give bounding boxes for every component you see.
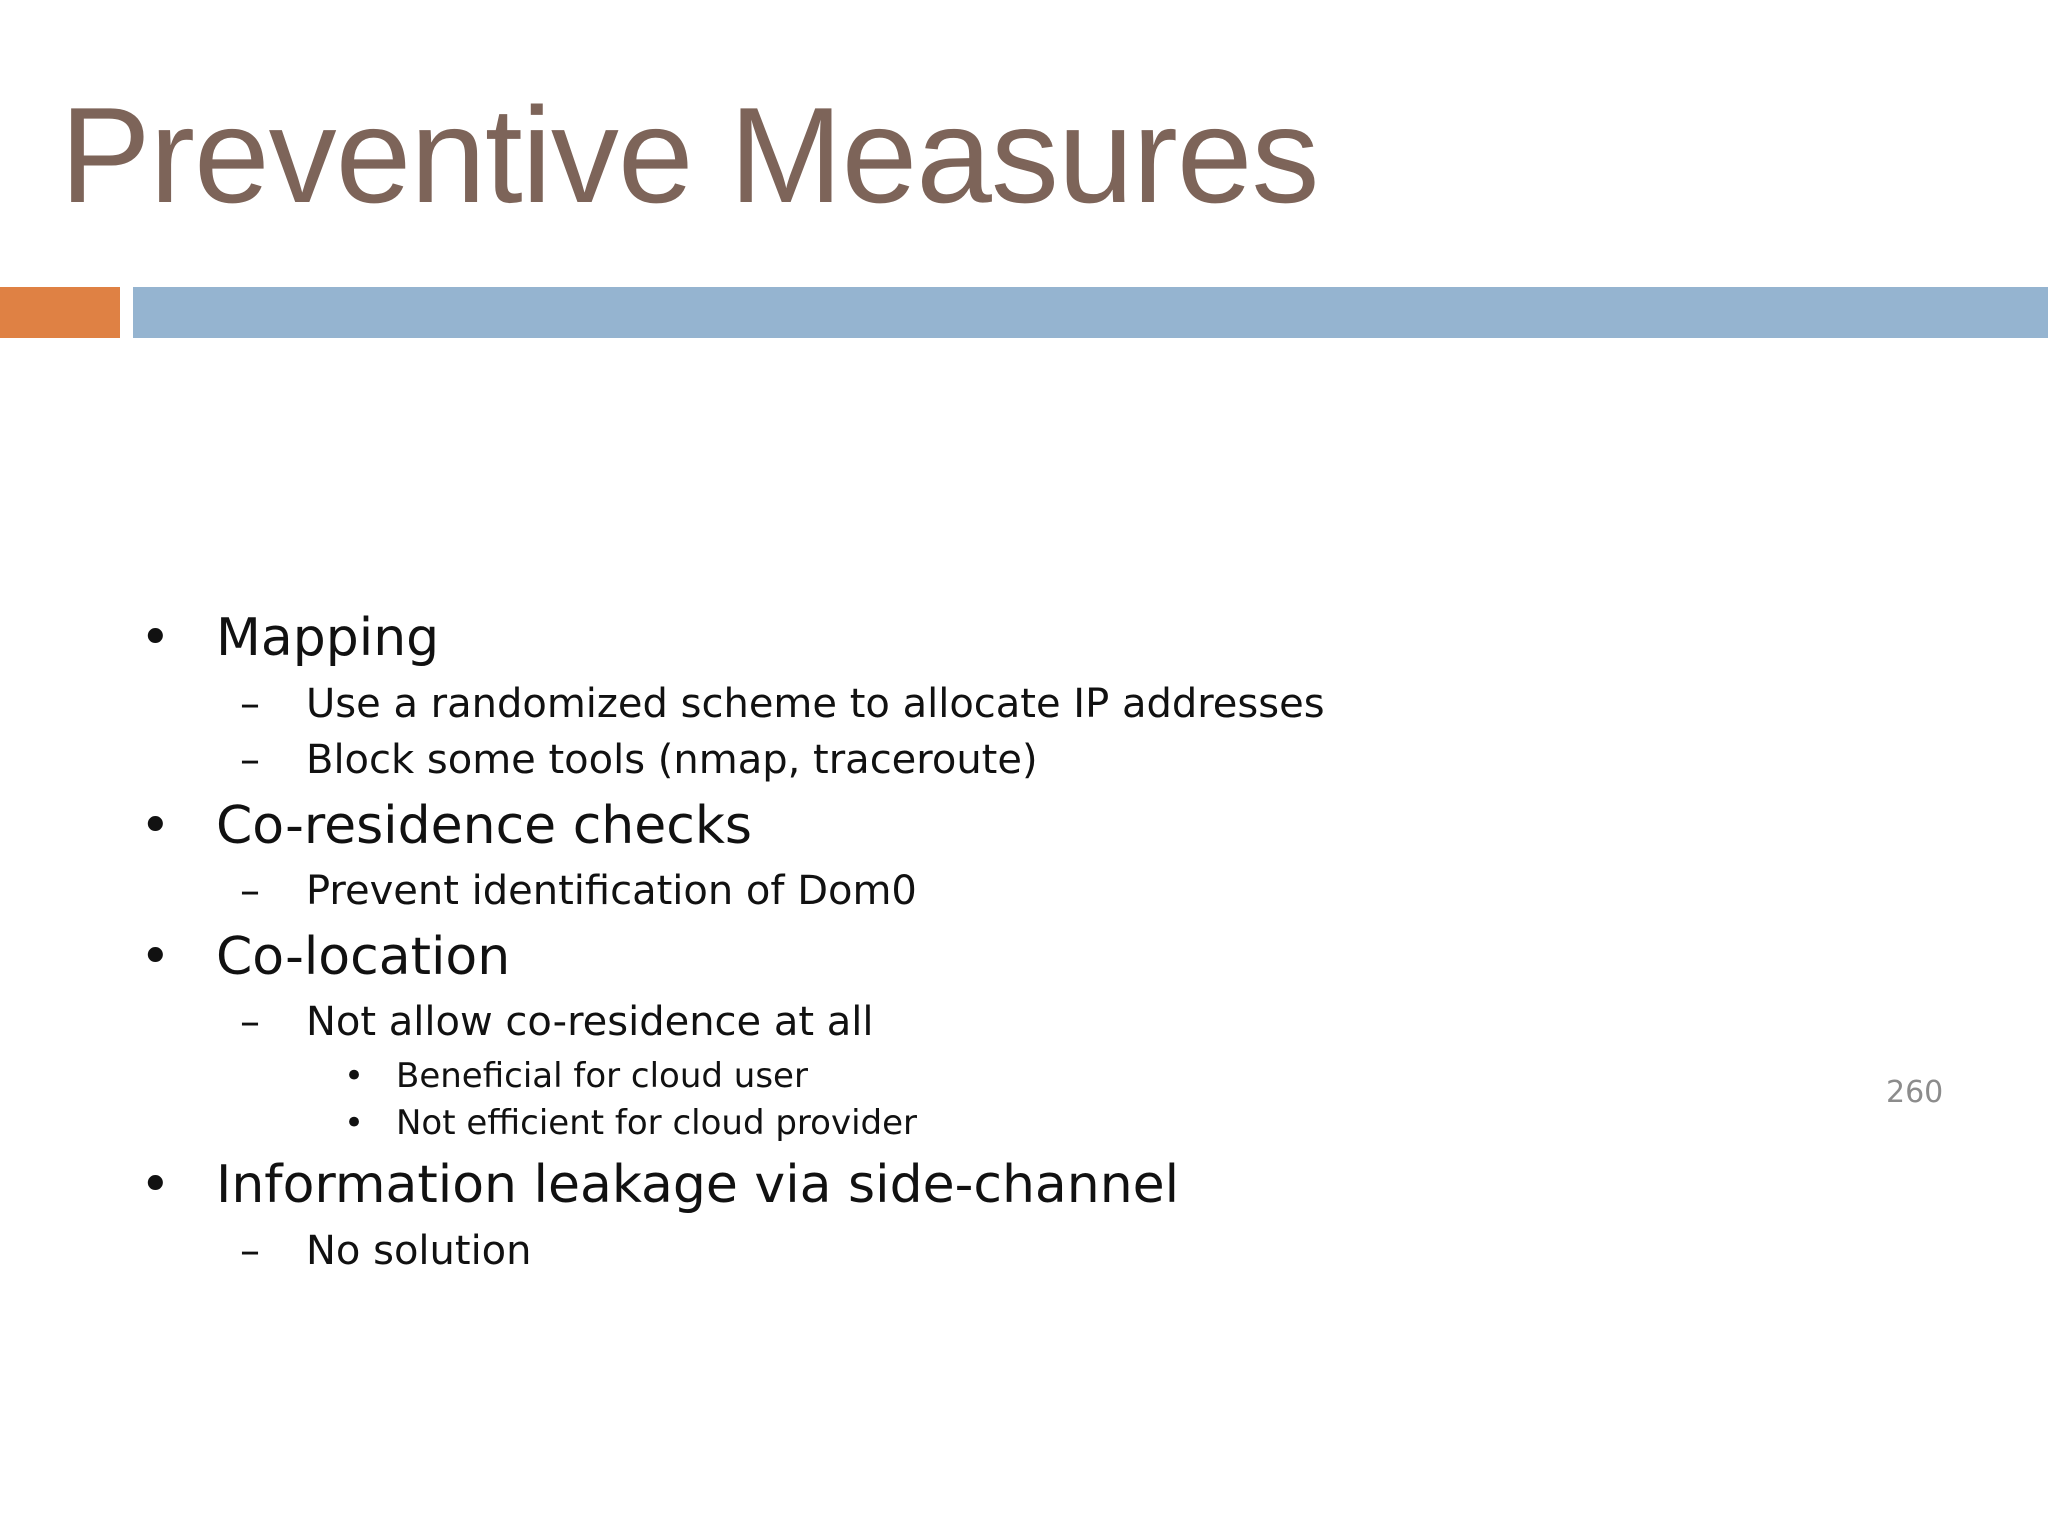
bullet-icon: •	[140, 1155, 171, 1215]
list-item: Information leakage via side-channel	[216, 1155, 1180, 1215]
list-item: Mapping	[216, 608, 440, 668]
list-item: Block some tools (nmap, traceroute)	[306, 737, 1038, 783]
list-item: Co-residence checks	[216, 796, 753, 856]
dash-icon: –	[240, 737, 260, 783]
dash-icon: –	[240, 1228, 260, 1274]
list-item: No solution	[306, 1228, 532, 1274]
list-item: Co-location	[216, 927, 511, 987]
bullet-icon: •	[140, 796, 171, 856]
list-item: Not efficient for cloud provider	[396, 1103, 918, 1143]
bullet-icon: •	[140, 927, 171, 987]
accent-bar-orange	[0, 287, 120, 338]
accent-bar-blue	[133, 287, 2048, 338]
page-number: 260	[1886, 1075, 1944, 1110]
list-item: Prevent identification of Dom0	[306, 868, 917, 914]
dash-icon: –	[240, 868, 260, 914]
bullet-icon: •	[140, 608, 171, 668]
list-item: Not allow co-residence at all	[306, 999, 874, 1045]
list-item: Beneficial for cloud user	[396, 1056, 808, 1096]
list-item: Use a randomized scheme to allocate IP addresses	[306, 681, 1325, 727]
bullet-icon: •	[344, 1056, 365, 1096]
slide-title: Preventive Measures	[60, 79, 1319, 231]
dash-icon: –	[240, 681, 260, 727]
dash-icon: –	[240, 999, 260, 1045]
bullet-icon: •	[344, 1103, 365, 1143]
